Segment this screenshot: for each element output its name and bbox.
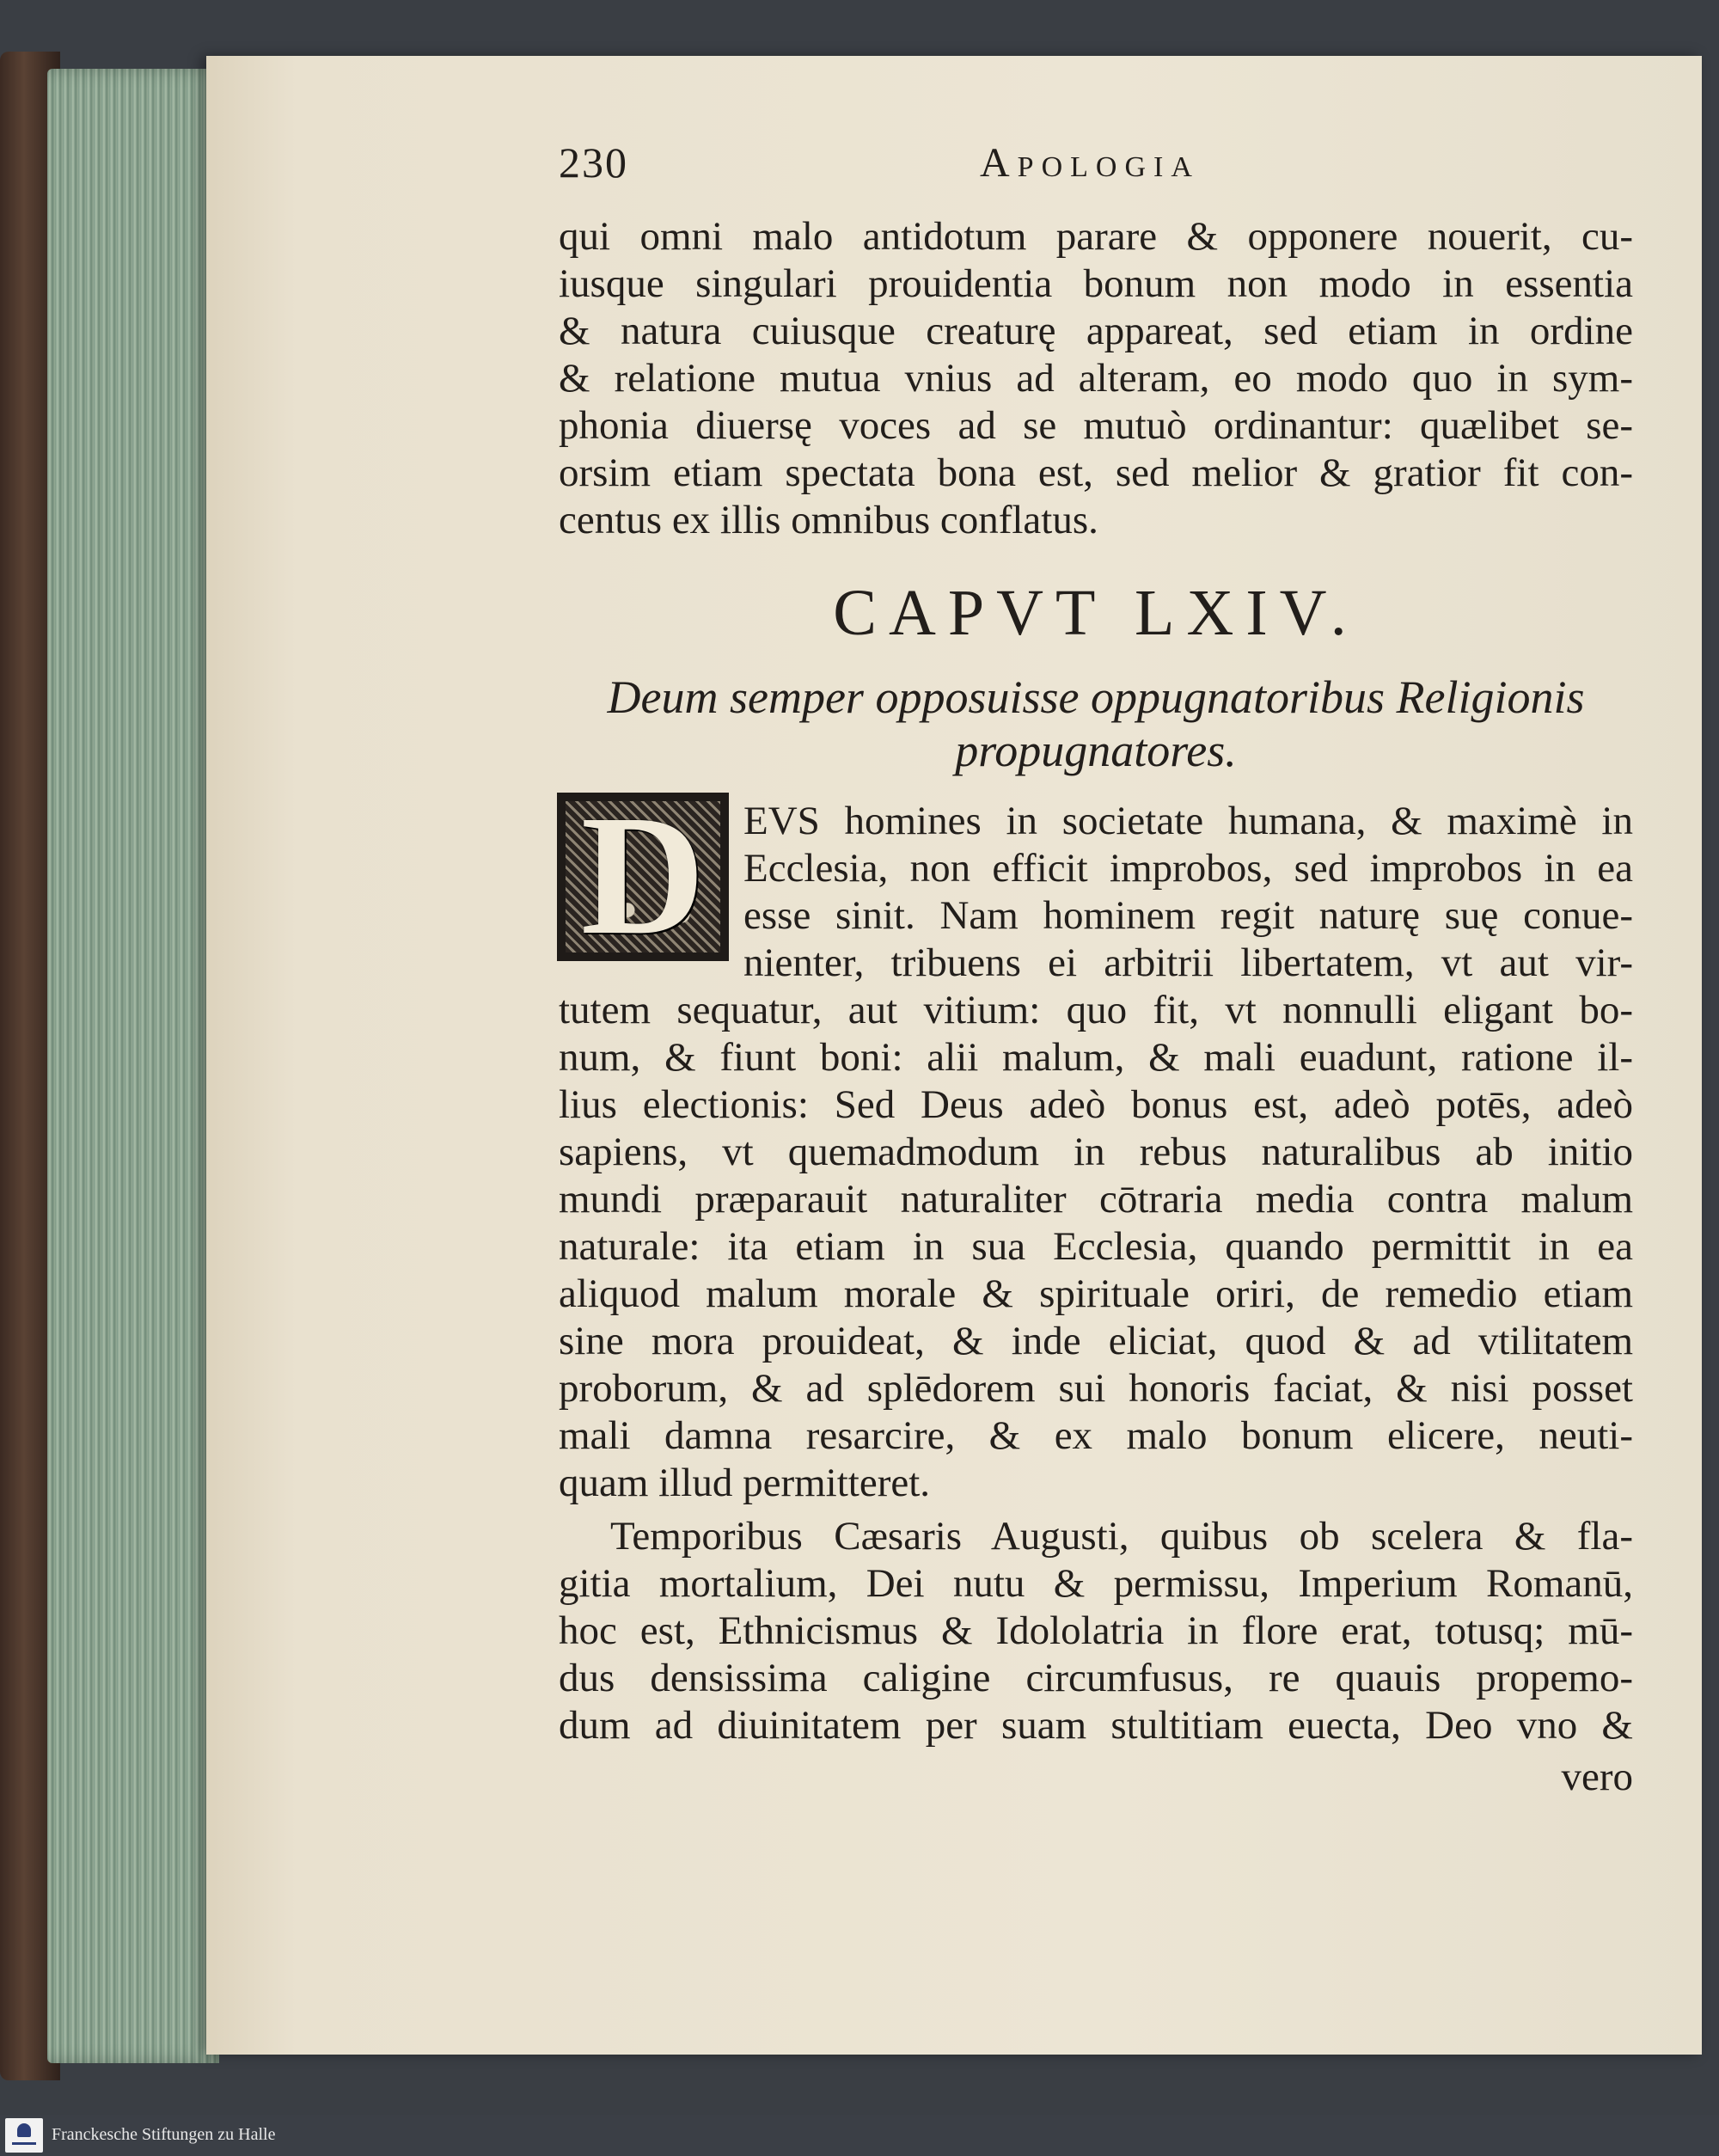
text-line: mundi præparauit naturaliter cōtraria media contra malum <box>559 1177 1633 1222</box>
text-line: qui omni malo antidotum parare & opponere nouerit, cu- <box>559 214 1633 259</box>
text-line: nienter, tribuens ei arbitrii libertatem, vt aut vir- <box>743 940 1633 985</box>
text-line: EVS homines in societate humana, & maximè in <box>743 799 1633 843</box>
paragraph-2 <box>559 987 1633 1507</box>
text-line: gitia mortalium, Dei nutu & permissu, Imperium Romanū, <box>559 1561 1633 1606</box>
paragraph-1 <box>559 213 1633 544</box>
paragraph-3 <box>559 1513 1633 1749</box>
page-number: 230 <box>559 138 628 187</box>
text-line: orsim etiam spectata bona est, sed melior & gratior fit con- <box>559 450 1633 495</box>
text-line: Ecclesia, non efficit improbos, sed improbos in ea <box>743 846 1633 891</box>
page-edges <box>47 69 219 2063</box>
text-line: iusque singulari prouidentia bonum non modo in essentia <box>559 261 1633 306</box>
chapter-subtitle <box>559 671 1633 777</box>
footer-credit: Franckesche Stiftungen zu Halle <box>52 2125 276 2144</box>
text-line: num, & fiunt boni: alii malum, & mali euadunt, ratione il- <box>559 1035 1633 1080</box>
text-line: sine mora prouideat, & inde eliciat, quod & ad vtilitatem <box>559 1319 1633 1363</box>
paragraph-2-opening <box>559 798 1633 987</box>
text-line: naturale: ita etiam in sua Ecclesia, quando permittit in ea <box>559 1224 1633 1269</box>
text-line: & relatione mutua vnius ad alteram, eo modo quo in sym- <box>559 356 1633 401</box>
text-line: Temporibus Cæsaris Augusti, quibus ob scelera & fla- <box>610 1514 1633 1559</box>
text-line: dus densissima caligine circumfusus, re quauis propemo- <box>559 1656 1633 1700</box>
catchword: vero <box>1561 1755 1633 1799</box>
text-line: lius electionis: Sed Deus adeò bonus est, adeò potēs, adeò <box>559 1082 1633 1127</box>
running-title: Apologia <box>980 140 1200 186</box>
subtitle-line: Deum semper opposuisse oppugnatoribus Religionis <box>607 671 1585 723</box>
initial-letter: D <box>580 781 706 971</box>
subtitle-line: propugnatores. <box>955 725 1237 776</box>
footer-bar <box>0 2115 1719 2156</box>
text-line: & natura cuiusque creaturę appareat, sed etiam in ordine <box>559 309 1633 353</box>
text-line: mali damna resarcire, & ex malo bonum elicere, neuti- <box>559 1413 1633 1458</box>
text-line: phonia diuersę voces ad se mutuò ordinantur: quælibet se- <box>559 403 1633 448</box>
chapter-heading: CAPVT LXIV. <box>833 577 1359 649</box>
text-line: centus ex illis omnibus conflatus. <box>559 498 1098 542</box>
text-line: proborum, & ad splēdorem sui honoris faciat, & nisi posset <box>559 1366 1633 1411</box>
running-head <box>559 138 1642 198</box>
text-line: tutem sequatur, aut vitium: quo fit, vt nonnulli eligant bo- <box>559 988 1633 1032</box>
text-line: hoc est, Ethnicismus & Idololatria in flore erat, totusq; mū- <box>559 1608 1633 1653</box>
text-line: aliquod malum morale & spirituale oriri, de remedio etiam <box>559 1271 1633 1316</box>
institution-logo-icon <box>5 2118 43 2153</box>
text-line: sapiens, vt quemadmodum in rebus naturalibus ab initio <box>559 1130 1633 1174</box>
text-line: esse sinit. Nam hominem regit naturę suę conue- <box>743 893 1633 938</box>
text-line: quam illud permitteret. <box>559 1461 931 1505</box>
text-line: dum ad diuinitatem per suam stultitiam euecta, Deo vno & <box>559 1703 1633 1748</box>
